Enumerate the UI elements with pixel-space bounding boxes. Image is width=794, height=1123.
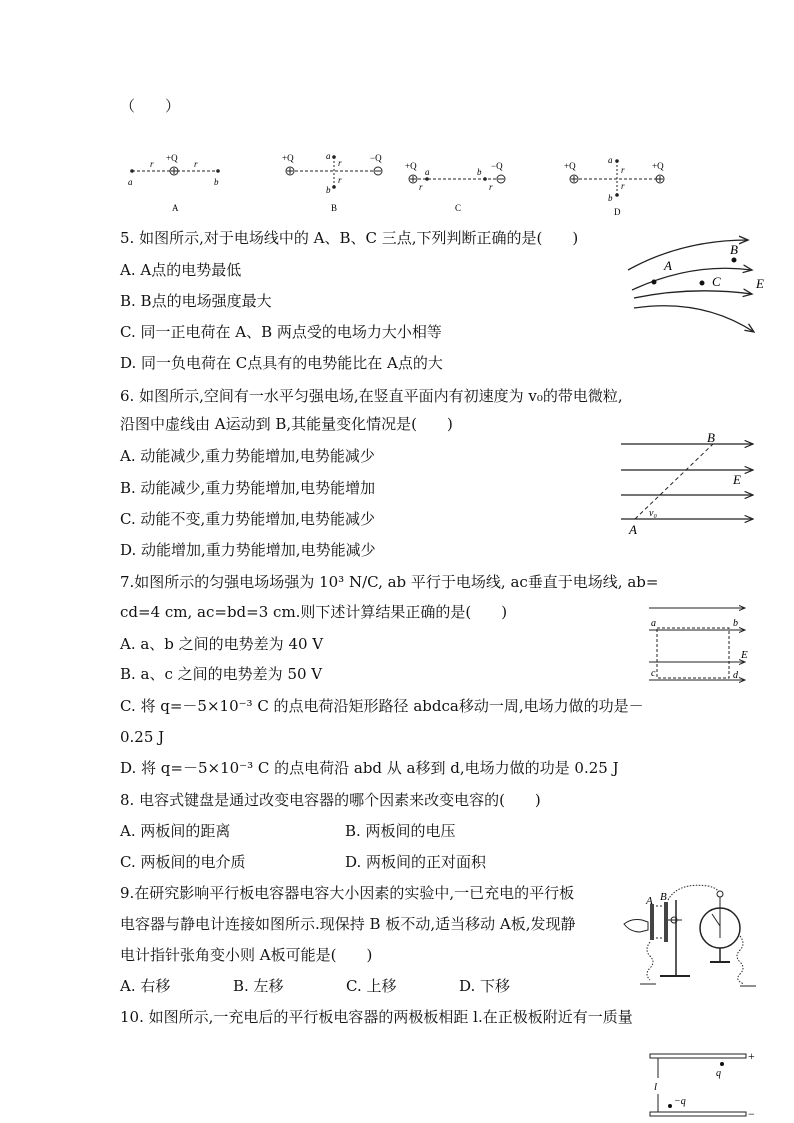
q5-field-lines-figure [622, 232, 772, 342]
svg-text:b: b [326, 185, 331, 195]
svg-text:E: E [733, 472, 741, 487]
q4-caption-b: B [331, 203, 338, 213]
q8-option-b: B. 两板间的电压 [345, 822, 456, 840]
q4-caption-d: D [614, 207, 621, 217]
q9-electroscope-figure [620, 880, 770, 995]
svg-text:r: r [194, 159, 198, 169]
svg-text:A: A [629, 522, 637, 537]
svg-text:l: l [654, 1081, 658, 1093]
q9-stem-line2: 电容器与静电计连接如图所示.现保持 B 板不动,适当移动 A板,发现静 [120, 915, 576, 933]
svg-text:d: d [733, 670, 738, 681]
svg-text:r: r [150, 159, 154, 169]
q6-option-c: C. 动能不变,重力势能增加,电势能减少 [120, 510, 376, 528]
svg-text:−q: −q [674, 1096, 686, 1107]
answer-paren: （ ） [120, 97, 181, 115]
svg-text:r: r [338, 175, 342, 185]
svg-text:r: r [489, 182, 493, 192]
svg-text:B: B [730, 242, 738, 257]
svg-text:C: C [712, 274, 721, 289]
svg-text:+: + [748, 1049, 755, 1063]
q7-option-d: D. 将 q=－5×10⁻³ C 的点电荷沿 abd 从 a移到 d,电场力做的功是 0.25 J [120, 759, 619, 777]
q9-option-d: D. 下移 [459, 977, 511, 995]
svg-text:A: A [664, 258, 672, 273]
q5-option-d: D. 同一负电荷在 C点具有的电势能比在 A点的大 [120, 354, 443, 372]
q10-stem: 10. 如图所示,一充电后的平行板电容器的两极板相距 l.在正极板附近有一质量 [120, 1008, 633, 1026]
q4-caption-a: A [172, 203, 179, 213]
q4-figure-c [405, 161, 505, 213]
q10-capacitor-figure [640, 1048, 770, 1123]
q8-stem: 8. 电容式键盘是通过改变电容器的哪个因素来改变电容的( ) [120, 791, 541, 809]
svg-text:r: r [419, 182, 423, 192]
q7-option-b: B. a、c 之间的电势差为 50 V [120, 665, 323, 683]
svg-text:E: E [741, 649, 748, 661]
svg-text:a: a [326, 151, 331, 161]
q7-option-c-cont: 0.25 J [120, 728, 165, 746]
q4-figure-a [128, 153, 220, 213]
q5-option-a: A. A点的电势最低 [120, 261, 242, 279]
svg-text:−: − [748, 1107, 755, 1121]
svg-text:r: r [621, 165, 625, 175]
svg-text:+Q: +Q [564, 161, 576, 171]
svg-text:B: B [707, 430, 715, 445]
q7-rectangle-figure [645, 600, 755, 690]
svg-text:+Q: +Q [282, 153, 294, 163]
svg-text:b: b [214, 177, 219, 187]
svg-text:q: q [716, 1068, 721, 1079]
svg-text:v₀: v₀ [649, 508, 657, 519]
q5-option-b: B. B点的电场强度最大 [120, 292, 272, 310]
q9-option-b: B. 左移 [233, 977, 284, 995]
q6-stem-line2: 沿图中虚线由 A运动到 B,其能量变化情况是( ) [120, 415, 453, 433]
svg-text:+Q: +Q [405, 161, 417, 171]
svg-text:+Q: +Q [166, 153, 178, 163]
q4-figure-d [564, 155, 664, 217]
svg-text:b: b [733, 618, 738, 629]
q8-option-d: D. 两板间的正对面积 [345, 853, 487, 871]
q9-option-c: C. 上移 [346, 977, 397, 995]
q6-option-b: B. 动能减少,重力势能增加,电势能增加 [120, 479, 376, 497]
q7-stem-line1: 7.如图所示的匀强电场场强为 10³ N/C, ab 平行于电场线, ac垂直于电场线, ab= [120, 573, 659, 591]
q6-option-a: A. 动能减少,重力势能增加,电势能减少 [120, 447, 375, 465]
q5-option-c: C. 同一正电荷在 A、B 两点受的电场力大小相等 [120, 323, 442, 341]
q7-option-a: A. a、b 之间的电势差为 40 V [120, 635, 324, 653]
q7-stem-line2: cd=4 cm, ac=bd=3 cm.则下述计算结果正确的是( ) [120, 603, 508, 621]
svg-text:A: A [646, 895, 653, 907]
q6-uniform-field-figure [615, 430, 765, 540]
svg-text:−Q: −Q [491, 161, 503, 171]
svg-text:−Q: −Q [370, 153, 382, 163]
svg-text:a: a [651, 618, 656, 629]
q5-stem: 5. 如图所示,对于电场线中的 A、B、C 三点,下列判断正确的是( ) [120, 229, 579, 247]
svg-text:r: r [621, 181, 625, 191]
q4-caption-c: C [455, 203, 462, 213]
q4-figures [110, 145, 690, 220]
q6-stem-line1: 6. 如图所示,空间有一水平匀强电场,在竖直平面内有初速度为 v₀的带电微粒, [120, 387, 623, 405]
svg-text:r: r [338, 158, 342, 168]
q9-option-a: A. 右移 [120, 977, 171, 995]
svg-text:b: b [608, 193, 613, 203]
svg-text:a: a [608, 155, 613, 165]
svg-text:c: c [651, 668, 656, 679]
q8-option-a: A. 两板间的距离 [120, 822, 231, 840]
svg-text:B: B [660, 891, 667, 903]
q8-option-c: C. 两板间的电介质 [120, 853, 246, 871]
q9-stem-line3: 电计指针张角变小则 A板可能是( ) [120, 946, 373, 964]
q9-stem-line1: 9.在研究影响平行板电容器电容大小因素的实验中,一已充电的平行板 [120, 884, 575, 902]
svg-text:a: a [425, 167, 430, 177]
q7-option-c: C. 将 q=－5×10⁻³ C 的点电荷沿矩形路径 abdca移动一周,电场力做的功是－ [120, 697, 644, 715]
svg-text:+Q: +Q [652, 161, 664, 171]
q6-option-d: D. 动能增加,重力势能增加,电势能减少 [120, 541, 376, 559]
svg-text:b: b [477, 167, 482, 177]
q4-figure-b [282, 151, 382, 213]
svg-text:a: a [128, 177, 133, 187]
svg-text:E: E [756, 276, 764, 291]
